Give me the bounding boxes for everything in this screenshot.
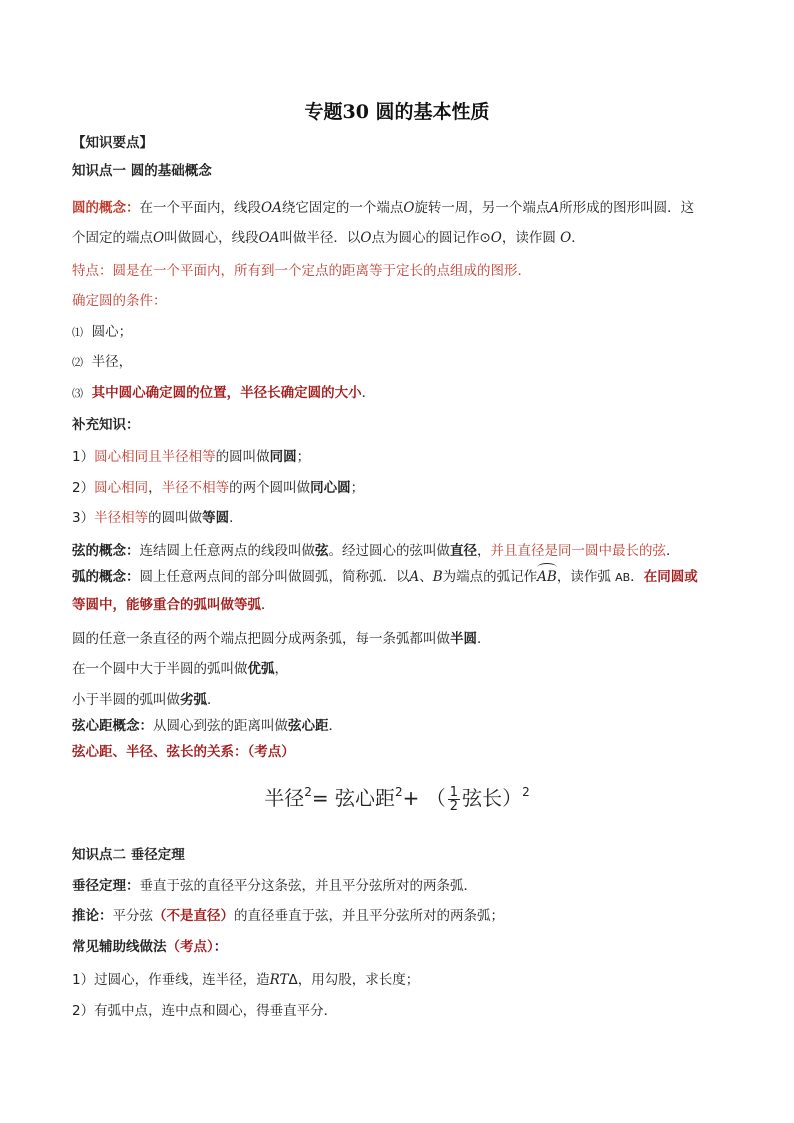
supplement-item-2: 2）圆心相同，半径不相等的两个圆叫做同心圆； xyxy=(72,480,365,496)
kp2-heading: 知识点二 垂径定理 xyxy=(72,847,185,863)
condition-item-3: ⑶ 其中圆心确定圆的位置，半径长确定圆的大小． xyxy=(72,385,376,401)
supplement-item-1: 1）圆心相同且半径相等的圆叫做同圆； xyxy=(72,449,311,465)
arc-def-line2: 等圆中，能够重合的弧叫做等弧． xyxy=(72,597,275,613)
arc-def-line1: 弧的概念：圆上任意两点间的部分叫做圆弧，简称弧．以A、B为端点的弧记作AB，读作弧 AB．在同圆或 xyxy=(72,569,698,585)
aux-item-1: 1）过圆心，作垂线，连半径，造RTΔ，用勾股，求长度； xyxy=(72,972,420,988)
supplement-item-3: 3）半径相等的圆叫做等圆． xyxy=(72,510,243,526)
arc-ab-symbol: AB xyxy=(537,569,557,585)
condition-item-1: ⑴ 圆心； xyxy=(72,324,133,340)
kp1-heading: 知识点一 圆的基础概念 xyxy=(72,163,212,179)
circle-def-label: 圆的概念： xyxy=(72,200,140,216)
page-title: 专题30 圆的基本性质 xyxy=(304,101,490,123)
major-arc-def: 在一个圆中大于半圆的弧叫做优弧， xyxy=(72,661,288,677)
relation-heading: 弦心距、半径、弦长的关系：（考点） xyxy=(72,744,295,760)
conditions-heading: 确定圆的条件： xyxy=(72,293,167,309)
semicircle-def: 圆的任意一条直径的两个端点把圆分成两条弧，每一条弧都叫做半圆． xyxy=(72,631,491,647)
section-header: 【知识要点】 xyxy=(72,135,153,151)
feature-text: 特点：圆是在一个平面内，所有到一个定点的距离等于定长的点组成的图形． xyxy=(72,263,531,279)
condition-item-2: ⑵ 半径， xyxy=(72,354,133,370)
circle-def-line1: 圆的概念：在一个平面内，线段OA绕它固定的一个端点O旋转一周，另一个端点A所形成的图形叫圆．这 xyxy=(72,200,695,216)
aux-item-2: 2）有弧中点，连中点和圆心，得垂直平分． xyxy=(72,1003,338,1019)
chord-distance-def: 弦心距概念：从圆心到弦的距离叫做弦心距． xyxy=(72,718,342,734)
theorem-text: 垂径定理：垂直于弦的直径平分这条弦，并且平分弦所对的两条弧． xyxy=(72,878,477,894)
chord-def: 弦的概念：连结圆上任意两点的线段叫做弦。经过圆心的弦叫做直径，并且直径是同一圆中最长的弦． xyxy=(72,543,680,559)
half-fraction: $\frac{1}{2}$ xyxy=(449,785,459,814)
radius-formula: 半径$^2$= 弦心距$^2$+ （ $\frac{1}{2}$ 弦长）$^2$ xyxy=(264,785,530,814)
supplement-heading: 补充知识： xyxy=(72,417,140,433)
corollary-text: 推论：平分弦（不是直径）的直径垂直于弦，并且平分弦所对的两条弧； xyxy=(72,908,504,924)
circle-def-line2: 个固定的端点O叫做圆心，线段OA叫做半径．以O点为圆心的圆记作⊙O，读作圆 O． xyxy=(72,230,585,246)
minor-arc-def: 小于半圆的弧叫做劣弧． xyxy=(72,692,221,708)
aux-heading: 常见辅助线做法（考点）： xyxy=(72,939,228,955)
